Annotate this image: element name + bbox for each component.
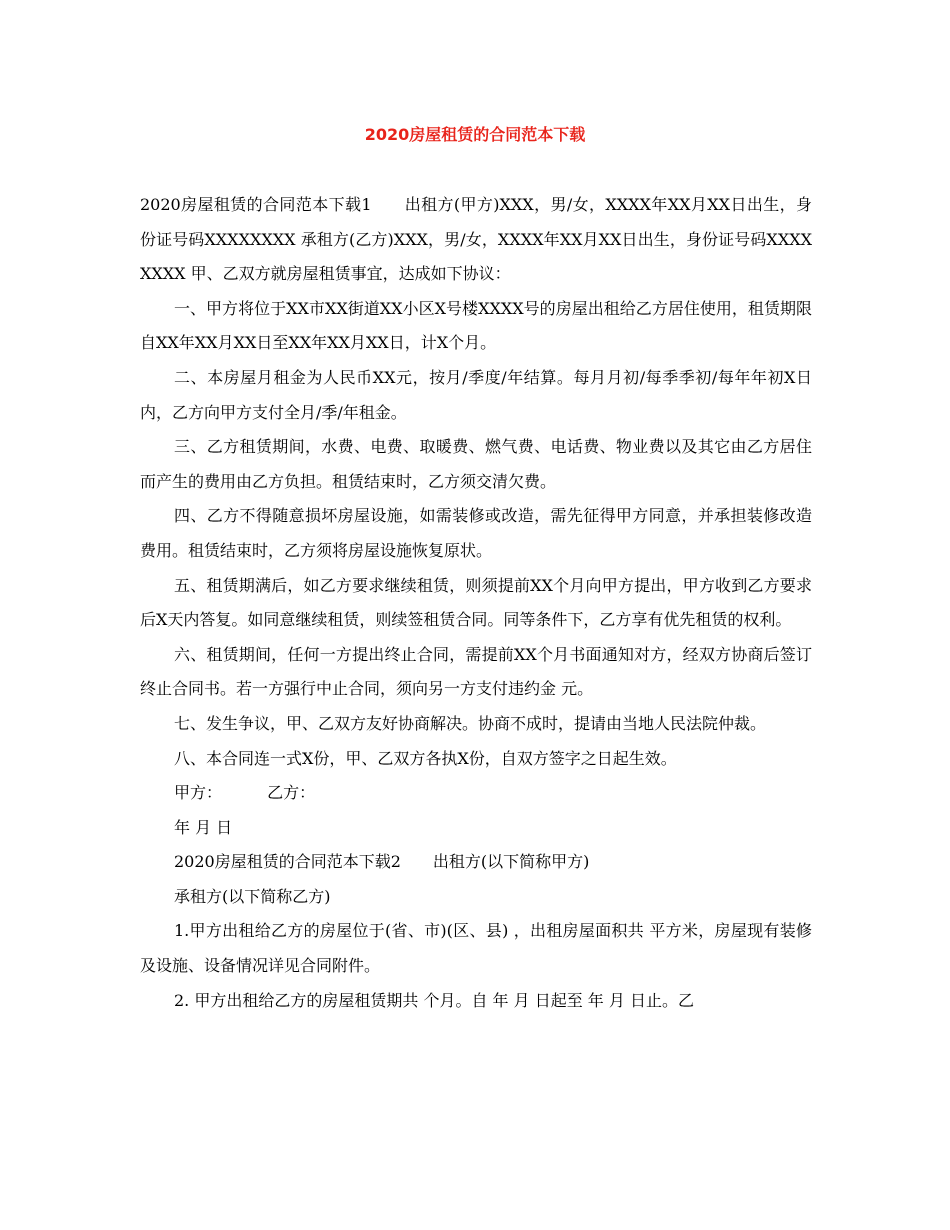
paragraph-intro: 2020房屋租赁的合同范本下载1 出租方(甲方)XXX，男/女，XXXX年XX月XX日出生，身份证号码XXXXXXXX 承租方(乙方)XXX，男/女，XXXX年XX月XX日出生，身份证号码XXXXXXXX 甲、乙双方就房屋租赁事宜，达成如下协议： [140, 195, 812, 284]
paragraph-lessee: 承租方(以下简称乙方) [174, 886, 331, 906]
paragraph-clause-7: 七、发生争议，甲、乙双方友好协商解决。协商不成时，提请由当地人民法院仲裁。 [174, 713, 767, 733]
paragraph-item-1: 1.甲方出租给乙方的房屋位于(省、市)(区、县) ，出租房屋面积共 平方米，房屋现有装修及设施、设备情况详见合同附件。 [140, 921, 812, 976]
paragraph-clause-1: 一、甲方将位于XX市XX街道XX小区X号楼XXXX号的房屋出租给乙方居住使用，租赁期限自XX年XX月XX日至XX年XX月XX日，计X个月。 [140, 298, 812, 353]
date-line: 年 月 日 [174, 817, 233, 837]
paragraph-clause-8: 八、本合同连一式X份，甲、乙双方各执X份，自双方签字之日起生效。 [174, 748, 677, 768]
paragraph-clause-2: 二、本房屋月租金为人民币XX元，按月/季度/年结算。每月月初/每季季初/每年年初X日内，乙方向甲方支付全月/季/年租金。 [140, 367, 812, 422]
paragraph-item-2: 2. 甲方出租给乙方的房屋租赁期共 个月。自 年 月 日起至 年 月 日止。乙 [174, 990, 694, 1010]
paragraph-clause-6: 六、租赁期间，任何一方提出终止合同，需提前XX个月书面通知对方，经双方协商后签订终止合同书。若一方强行中止合同，须向另一方支付违约金 元。 [140, 644, 812, 699]
paragraph-clause-3: 三、乙方租赁期间，水费、电费、取暖费、燃气费、电话费、物业费以及其它由乙方居住而产生的费用由乙方负担。租赁结束时，乙方须交清欠费。 [140, 437, 812, 491]
paragraph-clause-5: 五、租赁期满后，如乙方要求继续租赁，则须提前XX个月向甲方提出，甲方收到乙方要求后X天内答复。如同意继续租赁，则续签租赁合同。同等条件下，乙方享有优先租赁的权利。 [140, 575, 812, 630]
document-title: 2020房屋租赁的合同范本下载 [364, 125, 586, 144]
signature-line: 甲方： 乙方： [174, 783, 316, 803]
paragraph-contract-2-header: 2020房屋租赁的合同范本下载2 出租方(以下简称甲方) [174, 852, 590, 872]
paragraph-clause-4: 四、乙方不得随意损坏房屋设施，如需装修或改造，需先征得甲方同意，并承担装修改造费用。租赁结束时，乙方须将房屋设施恢复原状。 [140, 506, 812, 560]
contract-body [140, 188, 812, 1018]
